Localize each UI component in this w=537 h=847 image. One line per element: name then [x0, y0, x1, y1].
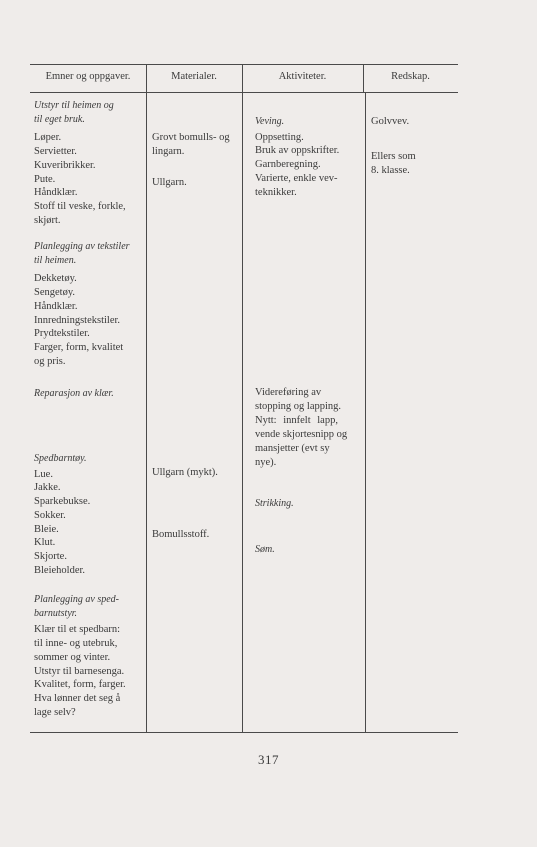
material-cotton-fabric: [152, 528, 209, 542]
header-bottom-rule: [30, 92, 458, 93]
section-title: Utstyr til heimen og: [34, 100, 114, 111]
tool-line: 8. klasse.: [371, 164, 410, 176]
tool-line: Ellers som: [371, 151, 416, 162]
section-title: til heimen.: [34, 254, 77, 266]
topic-block-baby-clothes: [34, 452, 90, 577]
column-divider-2: [242, 64, 243, 732]
list-item: Bleie.: [34, 523, 59, 535]
list-item: Pute.: [34, 173, 56, 185]
activity-line: teknikker.: [255, 186, 297, 198]
column-divider-3-lower: [365, 92, 366, 732]
list-item: Lue.: [34, 468, 53, 480]
list-item: sommer og vinter.: [34, 651, 111, 663]
activity-title: Strikking.: [255, 498, 294, 509]
tool-floor-loom: [371, 115, 409, 129]
material-cotton-linen: [152, 131, 230, 158]
list-item: Løper.: [34, 132, 62, 144]
section-title: til eget bruk.: [34, 113, 85, 125]
material-wool: [152, 176, 187, 190]
activity-line: Nytt: innfelt lapp,: [255, 415, 338, 426]
table-top-rule: [30, 64, 458, 65]
material-line: Ullgarn (mykt).: [152, 467, 218, 478]
header-activities: Aktiviteter.: [278, 71, 327, 82]
activity-line: Oppsetting.: [255, 131, 304, 143]
list-item: Dekketøy.: [34, 273, 77, 285]
list-item: Sparkebukse.: [34, 496, 91, 508]
list-item: Servietter.: [34, 146, 77, 158]
list-item: Farger, form, kvalitet: [34, 341, 124, 353]
tool-line: Golvvev.: [371, 116, 410, 127]
material-line: Bomullsstoff.: [152, 529, 210, 540]
activity-line: stopping og lapping.: [255, 401, 342, 412]
header-tools: Redskap.: [391, 71, 430, 82]
activity-title: Veving.: [255, 116, 285, 127]
topic-block-clothes-repair: [34, 387, 114, 401]
page-number: 317: [258, 752, 279, 767]
activity-repair: [255, 386, 347, 470]
list-item: Utstyr til barnesenga.: [34, 665, 125, 677]
section-title: Planlegging av sped-: [34, 594, 119, 605]
list-item: Håndklær.: [34, 187, 78, 199]
table-bottom-rule: [30, 732, 458, 733]
activity-line: Garnberegning.: [255, 159, 321, 171]
activity-title: Søm.: [255, 544, 275, 555]
list-item: Jakke.: [34, 482, 61, 494]
material-line: Ullgarn.: [152, 177, 187, 188]
tool-else-same: [371, 150, 416, 177]
list-item: Kuveribrikker.: [34, 159, 96, 171]
list-item: Kvalitet, form, farger.: [34, 679, 126, 691]
activity-line: vende skjortesnipp og: [255, 429, 348, 440]
list-item: skjørt.: [34, 214, 61, 226]
list-item: Innredningstekstiler.: [34, 314, 121, 326]
material-line: lingarn.: [152, 145, 185, 157]
section-title: Reparasjon av klær.: [34, 388, 114, 399]
activity-line: mansjetter (evt sy: [255, 443, 330, 454]
section-title: barnutstyr.: [34, 607, 78, 619]
list-item: Sokker.: [34, 509, 66, 521]
topic-block-textile-planning: [34, 240, 130, 368]
activity-line: Bruk av oppskrifter.: [255, 145, 340, 157]
list-item: Prydtekstiler.: [34, 328, 90, 340]
activity-weaving: [255, 115, 339, 199]
list-item: og pris.: [34, 355, 66, 367]
list-item: Hva lønner det seg å: [34, 692, 121, 704]
activity-line: Videreføring av: [255, 387, 322, 398]
section-title: Spedbarntøy.: [34, 453, 87, 464]
list-item: lage selv?: [34, 706, 76, 718]
list-item: Håndklær.: [34, 300, 78, 312]
activity-line: nye).: [255, 457, 277, 468]
list-item: Bleieholder.: [34, 564, 86, 576]
list-item: Sengetøy.: [34, 287, 76, 299]
list-item: Klut.: [34, 537, 56, 549]
list-item: Skjorte.: [34, 550, 67, 562]
activity-line: Varierte, enkle vev-: [255, 172, 338, 184]
topic-block-home-equipment: [34, 99, 126, 227]
list-item: Klær til et spedbarn:: [34, 624, 121, 636]
material-soft-wool: [152, 466, 218, 480]
topic-block-baby-equipment-planning: [34, 593, 126, 719]
header-topics: Emner og oppgaver.: [45, 71, 131, 82]
activity-knitting: [255, 497, 294, 511]
section-title: Planlegging av tekstiler: [34, 241, 130, 252]
material-line: Grovt bomulls- og: [152, 132, 230, 143]
activity-sewing: [255, 543, 275, 557]
list-item: Stoff til veske, forkle,: [34, 200, 126, 212]
list-item: til inne- og utebruk,: [34, 638, 118, 650]
column-divider-1: [146, 64, 147, 732]
header-materials: Materialer.: [171, 71, 217, 82]
